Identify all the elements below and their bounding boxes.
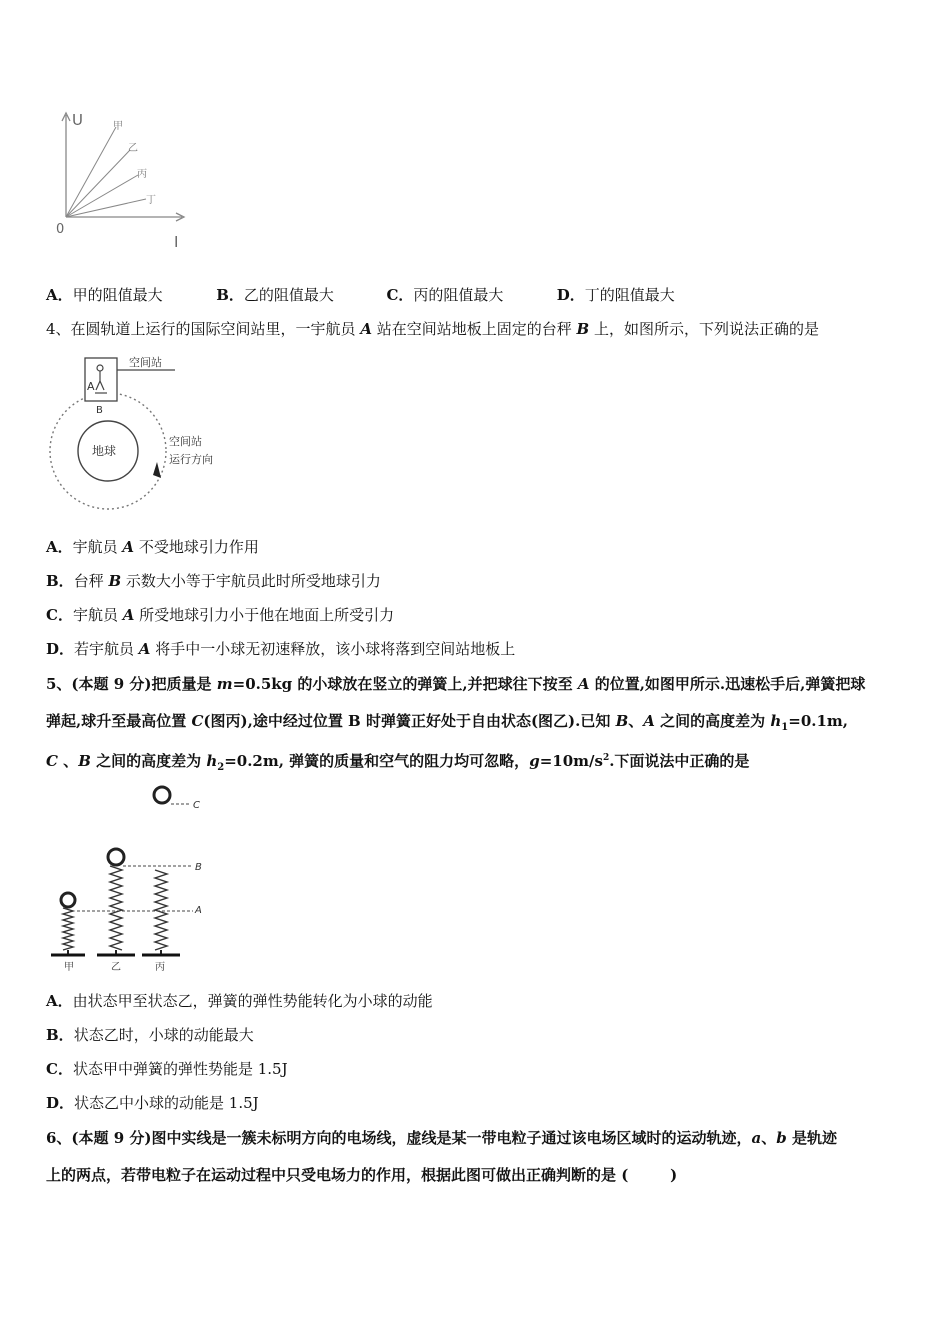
- ui-graph-figure: [50, 105, 200, 255]
- station-label: 空间站: [129, 356, 162, 369]
- label-c: C: [193, 800, 200, 811]
- axis-i-label: I: [174, 233, 179, 251]
- q4-option-a: A．宇航员 A 不受地球引力作用: [46, 538, 259, 556]
- q4-option-b: B．台秤 B 示数大小等于宇航员此时所受地球引力: [46, 572, 381, 590]
- spring-figure: [45, 780, 215, 975]
- label-b: B: [195, 862, 202, 873]
- q5-option-d: D．状态乙中小球的动能是 1.5J: [46, 1094, 259, 1112]
- spring-bing: [155, 870, 167, 950]
- space-station-figure: [45, 350, 245, 520]
- label-a: A: [195, 905, 202, 916]
- axis-u-label: U: [72, 111, 83, 129]
- q5-option-a: A．由状态甲至状态乙，弹簧的弹性势能转化为小球的动能: [46, 992, 433, 1010]
- q5-stem-line2: 弹起,球升至最高位置 C(图丙),途中经过位置 B 时弹簧正好处于自由状态(图乙).已知 B、A 之间的高度差为 $h_1=0.1m$,: [46, 712, 849, 733]
- direction-arrow-icon: [153, 462, 161, 478]
- q3-option-b: B．乙的阻值最大: [216, 286, 334, 304]
- q3-options-row: [46, 285, 675, 305]
- q5-option-c: C．状态甲中弹簧的弹性势能是 1.5J: [46, 1060, 288, 1078]
- line-label-bing: 丙: [137, 169, 147, 180]
- q3-option-c: C．丙的阻值最大: [386, 286, 504, 304]
- direction-label-1: 空间站: [169, 435, 202, 448]
- spring-jia: [63, 908, 73, 950]
- line-label-ding: 丁: [146, 195, 156, 206]
- astronaut-label-a: A: [87, 380, 95, 393]
- caption-bing: 丙: [155, 962, 165, 973]
- line-label-jia: 甲: [113, 121, 123, 132]
- q4-option-d: D．若宇航员 A 将手中一小球无初速释放，该小球将落到空间站地板上: [46, 640, 516, 658]
- line-label-yi: 乙: [128, 143, 138, 154]
- earth-label: 地球: [92, 444, 117, 458]
- origin-label: 0: [56, 222, 65, 237]
- direction-label-2: 运行方向: [169, 453, 213, 466]
- q6-stem-line2: 上的两点，若带电粒子在运动过程中只受电场力的作用，根据此图可做出正确判断的是 ( ): [46, 1166, 678, 1184]
- q5-stem-line1: 5、(本题 9 分)把质量是 m=0.5kg 的小球放在竖立的弹簧上,并把球往下按至 A 的位置,如图甲所示.迅速松手后,弹簧把球: [46, 675, 866, 693]
- q3-option-a: A．甲的阻值最大: [46, 286, 163, 304]
- q4-option-c: C．宇航员 A 所受地球引力小于他在地面上所受引力: [46, 606, 395, 624]
- q5-option-b: B．状态乙时，小球的动能最大: [46, 1026, 254, 1044]
- caption-jia: 甲: [64, 962, 74, 973]
- spring-yi: [110, 866, 122, 950]
- q3-option-d: D．丁的阻值最大: [556, 286, 675, 304]
- q5-stem-line3: C 、B 之间的高度差为 $h_2=0.2m$, 弹簧的质量和空气的阻力均可忽略，$g=10m/s^2$.下面说法中正确的是: [46, 752, 750, 773]
- scale-label-b: B: [96, 405, 103, 416]
- q4-stem: 4、在圆轨道上运行的国际空间站里，一宇航员 A 站在空间站地板上固定的台秤 B 上，如图所示，下列说法正确的是: [46, 320, 819, 338]
- caption-yi: 乙: [111, 962, 121, 973]
- q6-stem-line1: 6、(本题 9 分)图中实线是一簇未标明方向的电场线，虚线是某一带电粒子通过该电场区域时的运动轨迹，a、b 是轨迹: [46, 1129, 838, 1147]
